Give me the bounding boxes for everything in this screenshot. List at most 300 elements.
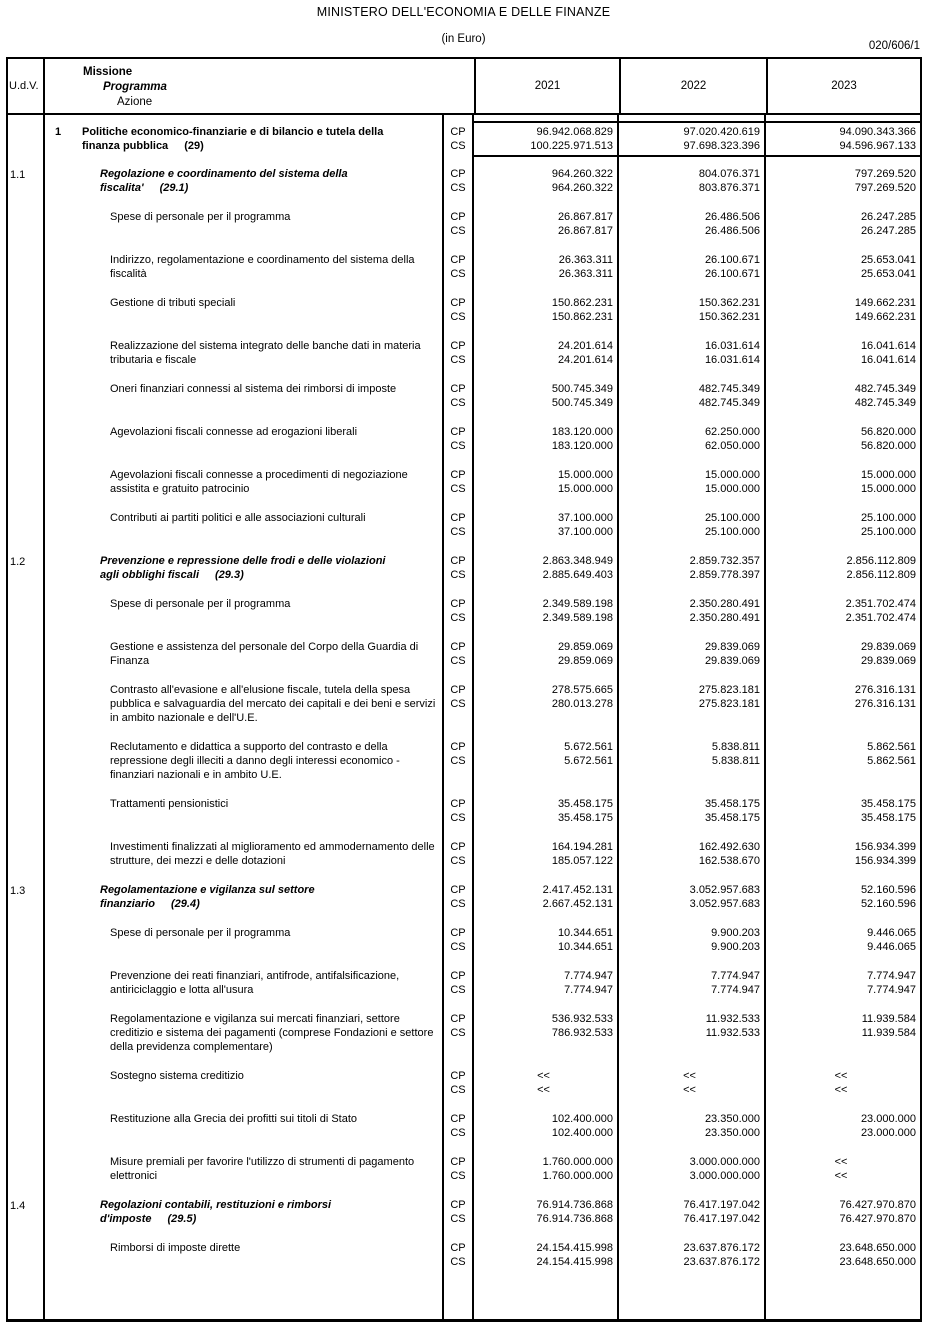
cp-cs-cell — [444, 683, 474, 740]
action-row — [8, 296, 920, 339]
spacer-cell — [444, 157, 474, 167]
cp-value-2023: << — [834, 1070, 848, 1082]
udv-cell — [8, 339, 45, 382]
cp-value-2022: 16.031.614 — [704, 340, 760, 352]
value-cell-2023 — [766, 1012, 920, 1069]
row-label: Sostegno sistema creditizio — [110, 1070, 244, 1082]
cs-value-2023: 23.000.000 — [860, 1127, 916, 1139]
row-label: Spese di personale per il programma — [110, 211, 291, 223]
value-cell-2023 — [766, 121, 920, 157]
cp-label: CP — [450, 1199, 466, 1211]
cp-value-2021: 2.349.589.198 — [542, 598, 613, 610]
value-cell-2021 — [474, 926, 619, 969]
udv-cell — [8, 253, 45, 296]
value-cell-2023 — [766, 210, 920, 253]
cp-value-2023: 9.446.065 — [867, 927, 916, 939]
cp-value-2023: 26.247.285 — [860, 211, 916, 223]
cp-cs-cell — [444, 740, 474, 797]
table-body — [8, 115, 920, 1319]
row-label-wrap — [110, 840, 442, 868]
row-label-wrap — [110, 740, 442, 782]
row-code: (29) — [184, 140, 204, 152]
cp-value-2022: 482.745.349 — [698, 383, 760, 395]
description-cell — [45, 468, 444, 511]
cp-label: CP — [450, 426, 466, 438]
cp-value-2021: 7.774.947 — [564, 970, 613, 982]
cs-value-2023: 156.934.399 — [854, 855, 916, 867]
cp-value-2023: 94.090.343.366 — [839, 126, 916, 138]
budget-table — [6, 57, 922, 1322]
cs-value-2022: 150.362.231 — [698, 311, 760, 323]
cp-value-2023: 276.316.131 — [854, 684, 916, 696]
value-cell-2023 — [766, 797, 920, 840]
value-cell-2023 — [766, 382, 920, 425]
cp-label: CP — [450, 211, 466, 223]
cs-label: CS — [450, 755, 466, 767]
description-cell — [45, 339, 444, 382]
row-label: Realizzazione del sistema integrato delle banche dati in materia tributaria e fiscale — [110, 340, 421, 366]
description-cell — [45, 425, 444, 468]
cs-value-2023: 29.839.069 — [860, 655, 916, 667]
cp-value-2023: 2.351.702.474 — [845, 598, 916, 610]
value-cell-2023 — [766, 840, 920, 883]
row-code: (29.5) — [167, 1213, 197, 1225]
value-cell-2022 — [619, 1241, 766, 1284]
value-cell-2022 — [619, 883, 766, 926]
cp-cs-cell — [444, 1112, 474, 1155]
row-label-wrap — [110, 253, 442, 281]
value-cell-2021 — [474, 1241, 619, 1284]
action-row — [8, 1155, 920, 1198]
value-cell-2022 — [619, 1198, 766, 1241]
value-cell-2021 — [474, 382, 619, 425]
cp-label: CP — [450, 297, 466, 309]
action-row — [8, 840, 920, 883]
cs-label: CS — [450, 984, 466, 996]
cs-value-2022: 11.932.533 — [705, 1027, 760, 1039]
value-cell-2021 — [474, 511, 619, 554]
udv-cell — [8, 740, 45, 797]
cp-cs-cell — [444, 883, 474, 926]
cp-value-2023: 149.662.231 — [854, 297, 916, 309]
spacer-cell — [45, 1284, 444, 1319]
cs-value-2021: 2.349.589.198 — [542, 612, 613, 624]
cp-cs-cell — [444, 926, 474, 969]
cp-value-2022: 29.839.069 — [704, 641, 760, 653]
cs-value-2023: 23.648.650.000 — [839, 1256, 916, 1268]
row-label: Agevolazioni fiscali connesse ad erogazioni liberali — [110, 426, 358, 438]
row-label: Gestione di tributi speciali — [110, 297, 236, 309]
udv-cell: 1.1 — [8, 167, 45, 210]
value-cell-2021 — [474, 554, 619, 597]
spacer-cell — [474, 1284, 619, 1319]
cs-label: CS — [450, 655, 466, 667]
cs-value-2021: 2.667.452.131 — [542, 898, 613, 910]
cp-value-2021: 536.932.533 — [551, 1013, 613, 1025]
cs-label: CS — [450, 182, 466, 194]
cs-label: CS — [450, 526, 466, 538]
cp-value-2021: 964.260.322 — [551, 168, 613, 180]
cp-value-2021: 37.100.000 — [557, 512, 613, 524]
cp-cs-cell — [444, 210, 474, 253]
cs-value-2021: 24.201.614 — [557, 354, 613, 366]
cp-cs-cell — [444, 382, 474, 425]
udv-cell — [8, 1241, 45, 1284]
cs-value-2021: 37.100.000 — [557, 526, 613, 538]
cp-label: CP — [450, 741, 466, 753]
row-label-wrap — [100, 167, 400, 195]
value-cell-2021 — [474, 1198, 619, 1241]
cs-label: CS — [450, 612, 466, 624]
udv-cell: 1.3 — [8, 883, 45, 926]
cp-value-2021: 24.201.614 — [557, 340, 613, 352]
cs-value-2021: 5.672.561 — [564, 755, 613, 767]
cs-value-2021: 15.000.000 — [557, 483, 613, 495]
cp-label: CP — [450, 254, 466, 266]
row-label: Prevenzione dei reati finanziari, antifrode, antifalsificazione, antiriciclaggio e lotta all'usura — [110, 970, 400, 996]
cs-value-2022: 3.000.000.000 — [689, 1170, 760, 1182]
action-row — [8, 1069, 920, 1112]
cp-value-2022: 23.637.876.172 — [683, 1242, 760, 1254]
cp-label: CP — [450, 970, 466, 982]
value-cell-2023 — [766, 253, 920, 296]
row-label: Misure premiali per favorire l'utilizzo di strumenti di pagamento elettronici — [110, 1156, 415, 1182]
udv-cell — [8, 640, 45, 683]
row-label: Trattamenti pensionistici — [110, 798, 229, 810]
cp-value-2021: 150.862.231 — [551, 297, 613, 309]
value-cell-2023 — [766, 1112, 920, 1155]
table-header-row — [8, 59, 920, 115]
cs-value-2022: 3.052.957.683 — [689, 898, 760, 910]
cp-value-2022: 76.417.197.042 — [683, 1199, 760, 1211]
cp-value-2021: 278.575.665 — [551, 684, 613, 696]
description-cell — [45, 640, 444, 683]
value-cell-2023 — [766, 511, 920, 554]
cs-label: CS — [450, 812, 466, 824]
value-cell-2022 — [619, 382, 766, 425]
description-cell — [45, 597, 444, 640]
spacer-cell — [619, 157, 766, 167]
row-label-wrap — [110, 1155, 442, 1183]
cs-label: CS — [450, 1084, 466, 1096]
value-cell-2023 — [766, 296, 920, 339]
cp-value-2022: 97.020.420.619 — [683, 126, 760, 138]
cp-label: CP — [450, 555, 466, 567]
udv-cell — [8, 797, 45, 840]
action-row — [8, 253, 920, 296]
row-label-wrap — [110, 597, 442, 611]
value-cell-2023 — [766, 468, 920, 511]
action-row — [8, 740, 920, 797]
cp-cs-cell — [444, 554, 474, 597]
value-cell-2021 — [474, 883, 619, 926]
value-cell-2021 — [474, 597, 619, 640]
cs-label: CS — [450, 941, 466, 953]
spacer-cell — [619, 1284, 766, 1319]
column-header-year-2023: 2023 — [831, 80, 857, 92]
cs-label: CS — [450, 1027, 466, 1039]
value-cell-2022 — [619, 740, 766, 797]
row-label-wrap — [110, 926, 442, 940]
cp-cs-cell — [444, 425, 474, 468]
cp-value-2023: 5.862.561 — [867, 741, 916, 753]
spacer-cell — [45, 157, 444, 167]
udv-cell — [8, 468, 45, 511]
value-cell-2021 — [474, 840, 619, 883]
value-cell-2021 — [474, 425, 619, 468]
cs-value-2022: 2.350.280.491 — [689, 612, 760, 624]
description-cell — [45, 167, 444, 210]
cs-value-2022: << — [683, 1084, 696, 1096]
cp-label: CP — [450, 884, 466, 896]
cp-cs-cell — [444, 597, 474, 640]
cs-value-2021: << — [537, 1084, 550, 1096]
value-cell-2022 — [619, 468, 766, 511]
row-label: Prevenzione e repressione delle frodi e delle violazioni agli obblighi fiscali — [100, 555, 386, 581]
spacer-cell — [8, 1284, 45, 1319]
cp-value-2023: 56.820.000 — [860, 426, 916, 438]
cs-value-2023: 11.939.584 — [861, 1027, 916, 1039]
cp-value-2023: 16.041.614 — [860, 340, 916, 352]
cp-value-2022: 5.838.811 — [711, 741, 760, 753]
value-cell-2023 — [766, 969, 920, 1012]
cs-value-2021: 102.400.000 — [551, 1127, 613, 1139]
udv-cell — [8, 382, 45, 425]
value-cell-2022 — [619, 167, 766, 210]
cs-value-2022: 9.900.203 — [711, 941, 760, 953]
cs-value-2021: 150.862.231 — [551, 311, 613, 323]
cs-value-2023: 482.745.349 — [854, 397, 916, 409]
cs-value-2021: 185.057.122 — [551, 855, 613, 867]
action-row — [8, 926, 920, 969]
udv-cell — [8, 210, 45, 253]
cp-label: CP — [450, 383, 466, 395]
row-label-wrap — [82, 125, 412, 153]
value-cell-2022 — [619, 210, 766, 253]
udv-cell — [8, 840, 45, 883]
cs-value-2022: 16.031.614 — [704, 354, 760, 366]
row-label-wrap — [110, 797, 442, 811]
cp-value-2022: 804.076.371 — [698, 168, 760, 180]
description-cell — [45, 683, 444, 740]
cs-value-2021: 29.859.069 — [557, 655, 613, 667]
value-cell-2022 — [619, 926, 766, 969]
value-cell-2022 — [619, 554, 766, 597]
value-cell-2022 — [619, 969, 766, 1012]
description-cell — [45, 210, 444, 253]
cs-value-2022: 15.000.000 — [704, 483, 760, 495]
value-cell-2021 — [474, 468, 619, 511]
cs-value-2022: 803.876.371 — [698, 182, 760, 194]
description-cell — [45, 969, 444, 1012]
value-cell-2023 — [766, 554, 920, 597]
value-cell-2023 — [766, 740, 920, 797]
cs-value-2023: 149.662.231 — [854, 311, 916, 323]
spacer-cell — [474, 157, 619, 167]
cs-value-2022: 29.839.069 — [704, 655, 760, 667]
udv-cell: 1.2 — [8, 554, 45, 597]
cp-label: CP — [450, 1070, 466, 1082]
spacer-cell — [766, 1284, 920, 1319]
cp-cs-cell — [444, 840, 474, 883]
cp-value-2023: 52.160.596 — [860, 884, 916, 896]
cp-label: CP — [450, 1242, 466, 1254]
value-cell-2023 — [766, 1241, 920, 1284]
cp-value-2023: 76.427.970.870 — [839, 1199, 916, 1211]
cs-value-2023: 7.774.947 — [867, 984, 916, 996]
cs-value-2023: << — [834, 1170, 848, 1182]
action-row — [8, 640, 920, 683]
mission-number: 1 — [55, 126, 62, 138]
program-row — [8, 167, 920, 210]
cp-label: CP — [450, 340, 466, 352]
cs-value-2022: 7.774.947 — [711, 984, 760, 996]
cp-value-2023: 35.458.175 — [860, 798, 916, 810]
cp-cs-cell — [444, 253, 474, 296]
description-cell — [45, 1112, 444, 1155]
cs-value-2023: 25.653.041 — [860, 268, 916, 280]
cp-value-2023: 23.000.000 — [860, 1113, 916, 1125]
cp-label: CP — [450, 798, 466, 810]
cs-label: CS — [450, 569, 466, 581]
cp-value-2023: 11.939.584 — [861, 1013, 916, 1025]
row-label-wrap — [110, 1112, 442, 1126]
cs-value-2021: 10.344.651 — [557, 941, 613, 953]
cs-value-2023: 35.458.175 — [860, 812, 916, 824]
value-cell-2022 — [619, 1012, 766, 1069]
row-label: Spese di personale per il programma — [110, 598, 291, 610]
action-row — [8, 1112, 920, 1155]
cp-cs-cell — [444, 1241, 474, 1284]
cp-value-2021: 15.000.000 — [557, 469, 613, 481]
description-cell — [45, 797, 444, 840]
cs-value-2022: 25.100.000 — [704, 526, 760, 538]
cp-value-2022: 9.900.203 — [711, 927, 760, 939]
cs-value-2023: << — [834, 1084, 848, 1096]
cs-value-2023: 5.862.561 — [867, 755, 916, 767]
row-label-wrap — [110, 296, 442, 310]
row-label-wrap — [110, 1069, 442, 1083]
row-code: (29.3) — [215, 569, 244, 581]
cs-value-2023: 26.247.285 — [860, 225, 916, 237]
cs-value-2022: 162.538.670 — [698, 855, 760, 867]
program-row — [8, 1198, 920, 1241]
cp-cs-cell — [444, 511, 474, 554]
cs-value-2021: 26.867.817 — [557, 225, 613, 237]
value-cell-2023 — [766, 339, 920, 382]
row-label-wrap — [110, 1241, 442, 1255]
value-cell-2021 — [474, 1155, 619, 1198]
action-row — [8, 425, 920, 468]
action-row — [8, 597, 920, 640]
cp-cs-cell — [444, 1198, 474, 1241]
udv-cell — [8, 121, 45, 157]
cs-value-2022: 5.838.811 — [711, 755, 760, 767]
cs-label: CS — [450, 1213, 466, 1225]
value-cell-2023 — [766, 640, 920, 683]
cp-label: CP — [450, 1013, 466, 1025]
value-cell-2022 — [619, 339, 766, 382]
cs-value-2022: 26.486.506 — [704, 225, 760, 237]
value-cell-2023 — [766, 1155, 920, 1198]
row-label: Investimenti finalizzati al miglioramento ed ammodernamento delle strutture, dei mezzi e delle dotazioni — [110, 841, 435, 867]
row-label: Regolamentazione e vigilanza sui mercati finanziari, settore creditizio e sistema dei pagamenti (comprese Fondazioni e settore della previdenza complementare) — [110, 1013, 434, 1053]
cs-value-2023: 9.446.065 — [867, 941, 916, 953]
udv-cell — [8, 296, 45, 339]
cs-value-2021: 280.013.278 — [551, 698, 613, 710]
description-cell — [45, 554, 444, 597]
cp-value-2021: 102.400.000 — [551, 1113, 613, 1125]
cp-value-2023: << — [834, 1156, 848, 1168]
cp-value-2022: 15.000.000 — [704, 469, 760, 481]
udv-cell — [8, 1112, 45, 1155]
udv-cell — [8, 926, 45, 969]
cp-cs-cell — [444, 1069, 474, 1112]
cs-value-2021: 35.458.175 — [557, 812, 613, 824]
value-cell-2022 — [619, 1112, 766, 1155]
cp-value-2023: 797.269.520 — [854, 168, 916, 180]
cs-value-2022: 482.745.349 — [698, 397, 760, 409]
cp-value-2022: 62.250.000 — [704, 426, 760, 438]
cp-label: CP — [450, 927, 466, 939]
row-code: (29.4) — [171, 898, 200, 910]
udv-cell — [8, 1012, 45, 1069]
row-label: Regolazioni contabili, restituzioni e rimborsi d'imposte — [100, 1199, 332, 1225]
row-code: (29.1) — [159, 182, 189, 194]
cp-value-2023: 29.839.069 — [860, 641, 916, 653]
cp-cs-cell — [444, 1012, 474, 1069]
description-cell — [45, 511, 444, 554]
value-cell-2021 — [474, 1069, 619, 1112]
cp-value-2021: 5.672.561 — [564, 741, 613, 753]
description-cell — [45, 740, 444, 797]
cp-value-2023: 482.745.349 — [854, 383, 916, 395]
cp-label: CP — [450, 469, 466, 481]
cp-cs-cell — [444, 969, 474, 1012]
row-label: Gestione e assistenza del personale del Corpo della Guardia di Finanza — [110, 641, 419, 667]
spacer-cell — [8, 157, 45, 167]
cp-value-2023: 25.653.041 — [860, 254, 916, 266]
row-label-wrap — [110, 1012, 442, 1054]
value-cell-2021 — [474, 339, 619, 382]
action-row — [8, 1012, 920, 1069]
cp-value-2022: 35.458.175 — [704, 798, 760, 810]
cp-value-2022: 3.052.957.683 — [689, 884, 760, 896]
value-cell-2023 — [766, 1069, 920, 1112]
cs-value-2021: 786.932.533 — [551, 1027, 613, 1039]
cs-value-2023: 2.856.112.809 — [846, 569, 916, 581]
spacer-cell — [766, 157, 920, 167]
program-row — [8, 883, 920, 926]
cs-value-2022: 23.637.876.172 — [683, 1256, 760, 1268]
cs-label: CS — [450, 1170, 466, 1182]
value-cell-2022 — [619, 296, 766, 339]
action-row — [8, 683, 920, 740]
udv-cell — [8, 1069, 45, 1112]
cp-label: CP — [450, 1156, 466, 1168]
udv-cell — [8, 425, 45, 468]
cp-value-2022: 3.000.000.000 — [689, 1156, 760, 1168]
description-cell — [45, 926, 444, 969]
action-row — [8, 511, 920, 554]
cs-value-2023: 25.100.000 — [860, 526, 916, 538]
value-cell-2021 — [474, 1012, 619, 1069]
action-row — [8, 797, 920, 840]
cs-label: CS — [450, 855, 466, 867]
cp-value-2021: 164.194.281 — [551, 841, 613, 853]
row-label-wrap — [110, 640, 442, 668]
cs-value-2021: 500.745.349 — [551, 397, 613, 409]
